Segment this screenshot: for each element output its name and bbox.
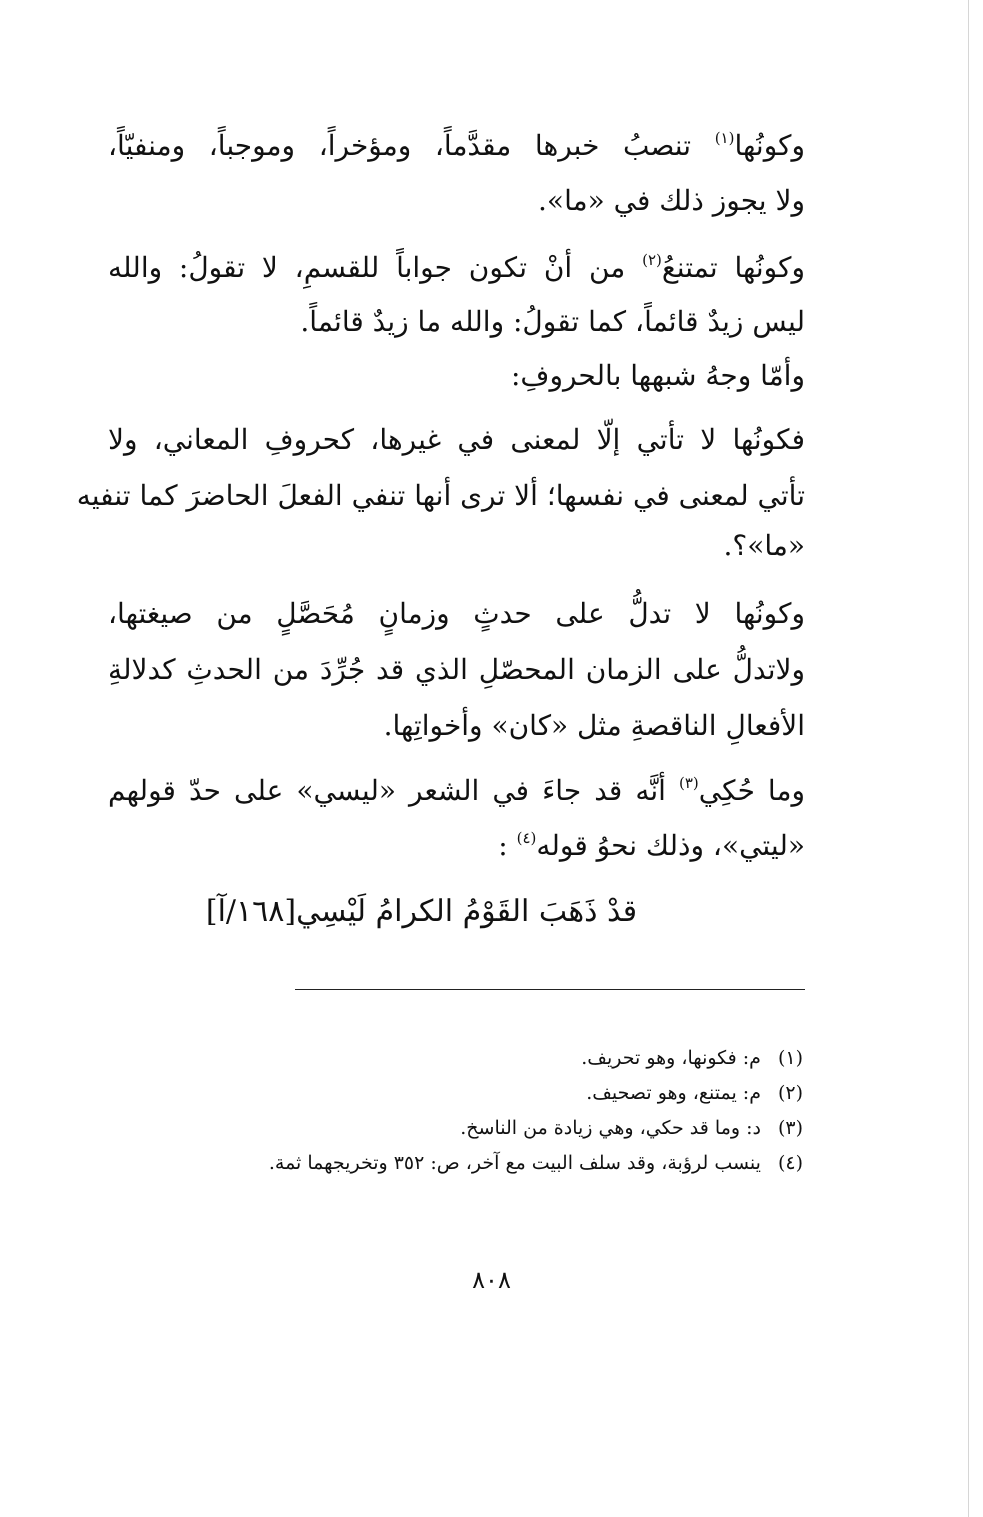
footnote-text: ينسب لرؤبة، وقد سلف البيت مع آخر، ص: ٣٥٢ وتخريجهما ثمة. xyxy=(268,1152,761,1174)
footnote-ref-2: (٢) xyxy=(642,251,662,269)
paragraph-3-line-1: وأمّا وجهُ شبهها بالحروفِ: xyxy=(511,359,805,392)
paragraph-4-line-3: «ما»؟. xyxy=(723,529,805,562)
page-number: ٨٠٨ xyxy=(472,1266,511,1294)
p6-text-b: أنَّه قد جاءَ في الشعر «ليسي» على حدّ قولهم xyxy=(108,774,666,807)
p6-text-d: : xyxy=(498,829,508,862)
paragraph-4-line-1: فكونُها لا تأتي إلّا لمعنى في غيرها، كحروفِ المعاني، ولا xyxy=(108,423,805,456)
paragraph-2-line-2: ليس زيدٌ قائماً، كما تقولُ: والله ما زيدٌ قائماً. xyxy=(300,305,805,338)
footnote-number: (٤) xyxy=(777,1152,803,1174)
footnote-ref-3: (٣) xyxy=(678,774,699,792)
footnote-ref-1: (١) xyxy=(714,129,735,147)
footnote-text: د: وما قد حكي، وهي زيادة من الناسخ. xyxy=(460,1117,761,1139)
footnote-number: (٣) xyxy=(777,1117,803,1139)
footnote-4 xyxy=(269,1148,803,1178)
poetry-verse: قدْ ذَهَبَ القَوْمُ الكرامُ لَيْسِي[١٦٨/آ] xyxy=(205,894,638,929)
paragraph-1-line-2: ولا يجوز ذلك في «ما». xyxy=(538,184,805,217)
p2-text-a: وكونُها تمتنعُ xyxy=(661,251,805,284)
p2-text-b: من أنْ تكون جواباً للقسمِ، لا تقولُ: والله xyxy=(108,251,626,284)
paragraph-5-line-1: وكونُها لا تدلُّ على حدثٍ وزمانٍ مُحَصَّلٍ من صيغتها، xyxy=(108,597,805,630)
paragraph-5-line-3: الأفعالِ الناقصةِ مثل «كان» وأخواتِها. xyxy=(383,709,805,742)
p6-text-a: وما حُكِي xyxy=(698,774,805,807)
footnote-ref-4: (٤) xyxy=(516,829,537,847)
p1-text-a: وكونُها xyxy=(734,129,806,162)
footnote-text: م: فكونها، وهو تحريف. xyxy=(581,1047,761,1069)
paragraph-6-line-1 xyxy=(108,771,805,815)
footnote-1 xyxy=(581,1043,803,1073)
footnote-number: (٢) xyxy=(777,1082,803,1104)
footnote-3 xyxy=(460,1113,803,1143)
p6-text-c: «ليتي»، وذلك نحوُ قوله xyxy=(536,829,805,862)
paragraph-4-line-2: تأتي لمعنى في نفسها؛ ألا ترى أنها تنفي الفعلَ الحاضرَ كما تنفيه xyxy=(76,479,805,512)
footnote-number: (١) xyxy=(777,1047,803,1069)
paragraph-1-line-1 xyxy=(108,126,805,170)
footnote-text: م: يمتنع، وهو تصحيف. xyxy=(586,1082,761,1104)
footnote-separator xyxy=(295,989,805,990)
paragraph-5-line-2: ولاتدلُّ على الزمان المحصّلِ الذي قد جُرِّدَ من الحدثِ كدلالةِ xyxy=(108,653,805,686)
paragraph-2-line-1 xyxy=(108,248,805,292)
paragraph-6-line-2 xyxy=(498,826,805,870)
footnote-2 xyxy=(586,1078,803,1108)
p1-text-b: تنصبُ خبرها مقدَّماً، ومؤخراً، وموجباً، ومنفيّاً، xyxy=(108,129,692,162)
